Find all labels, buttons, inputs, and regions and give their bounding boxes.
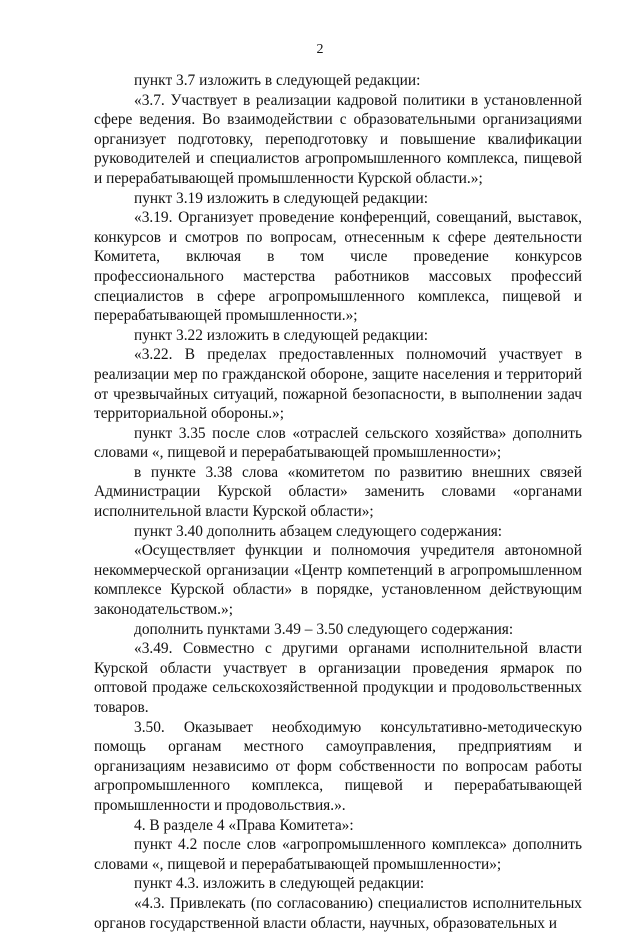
paragraph: пункт 4.2 после слов «агропромышленного комплекса» дополнить словами «, пищевой и перерабатывающей промышленности»; [94, 836, 582, 873]
paragraph: «4.3. Привлекать (по согласованию) специалистов исполнительных органов государственной власти области, научных, образовательных и [94, 894, 582, 932]
paragraph: «Осуществляет функции и полномочия учредителя автономной некоммерческой организации «Центр компетенций в агропромышленном комплексе Курской области» в порядке, установленном действующим законодательством.»; [94, 542, 582, 619]
paragraph: пункт 3.40 дополнить абзацем следующего содержания: [134, 522, 503, 540]
paragraph: пункт 3.35 после слов «отраслей сельского хозяйства» дополнить словами «, пищевой и перерабатывающей промышленности»; [94, 424, 582, 462]
paragraph: 4. В разделе 4 «Права Комитета»: [134, 816, 354, 834]
paragraph: «3.22. В пределах предоставленных полномочий участвует в реализации мер по гражданской обороне, защите населения и территорий от чрезвычайных ситуаций, пожарной безопасности, в выполнении задач территориальной обороны.»; [94, 346, 582, 423]
paragraph: пункт 3.22 изложить в следующей редакции: [134, 326, 429, 344]
paragraph: дополнить пунктами 3.49 – 3.50 следующего содержания: [134, 620, 514, 638]
paragraph: пункт 3.19 изложить в следующей редакции: [134, 189, 429, 207]
paragraph: «3.19. Организует проведение конференций, совещаний, выставок, конкурсов и смотров по вопросам, отнесенным к сфере деятельности Комитета, включая в том числе проведение конкурсов профессионального мастерства работников массовых профессий специалистов в сфере агропромышленного комплекса, пищевой и перерабатывающей промышленности.»; [94, 209, 582, 325]
paragraph: пункт 4.3. изложить в следующей редакции: [134, 875, 425, 893]
paragraph: в пункте 3.38 слова «комитетом по развитию внешних связей Администрации Курской области» заменить словами «органами исполнительной власти Курской области»; [94, 463, 582, 521]
document-body [94, 71, 582, 933]
paragraph: «3.49. Совместно с другими органами исполнительной власти Курской области участвует в организации проведения ярмарок по оптовой продаже сельскохозяйственной продукции и продовольственных товаров. [94, 640, 582, 716]
paragraph: «3.7. Участвует в реализации кадровой политики в установленной сфере ведения. Во взаимодействии с образовательными организациями организует подготовку, переподготовку и повышение квалификации руководителей и специалистов агропромышленного комплекса, пищевой и перерабатывающей промышленности Курской области.»; [94, 91, 582, 187]
page-number: 2 [316, 42, 324, 57]
paragraph: 3.50. Оказывает необходимую консультативно-методическую помощь органам местного самоуправления, предприятиям и организациям независимо от форм собственности по вопросам работы агропромышленного комплекса, пищевой и перерабатывающей промышленности и продовольствия.». [94, 718, 582, 814]
paragraph: пункт 3.7 изложить в следующей редакции: [134, 72, 421, 89]
